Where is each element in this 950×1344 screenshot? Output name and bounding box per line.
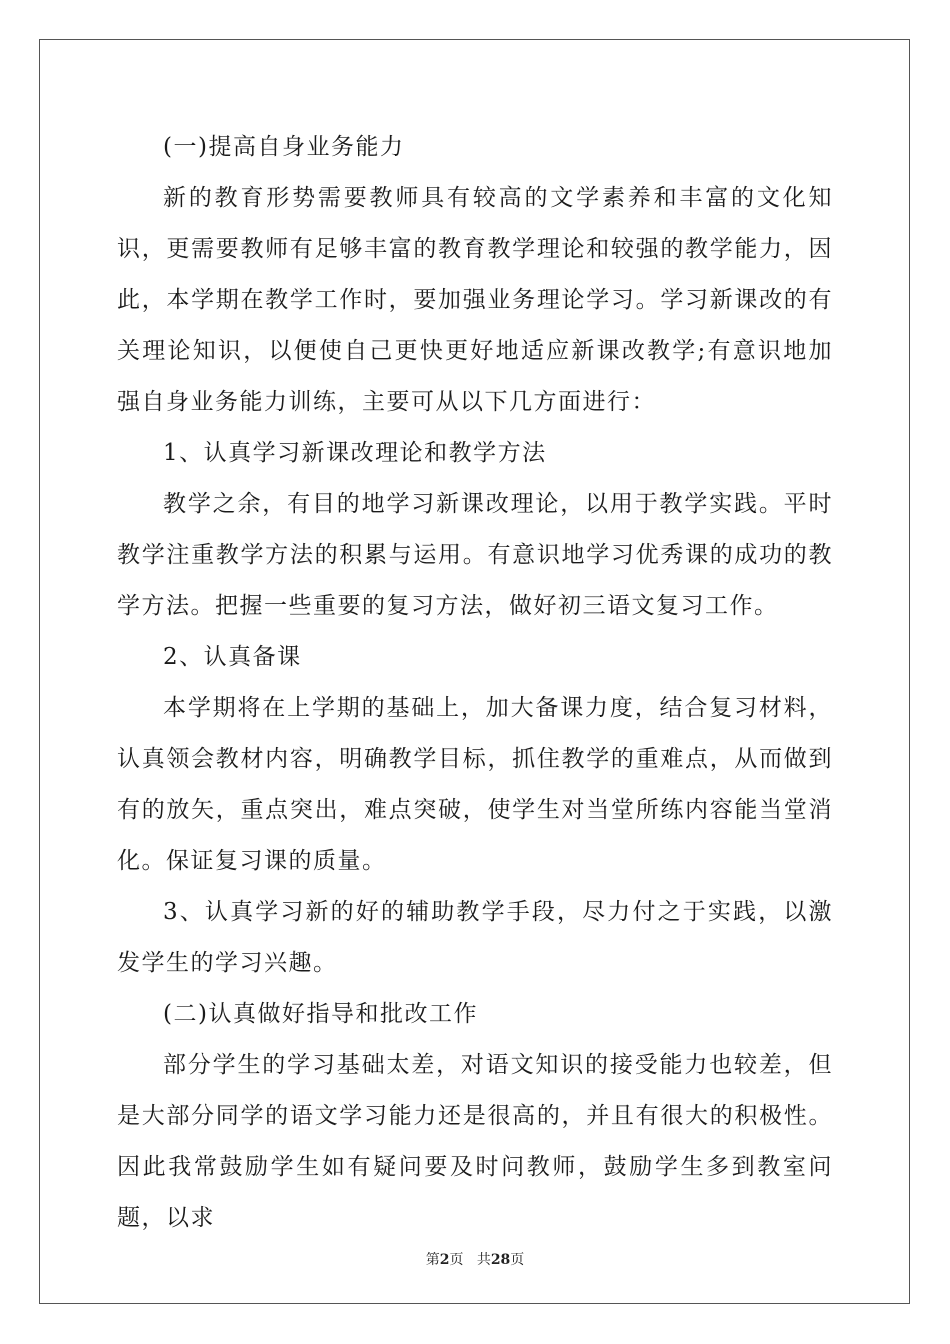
page-footer (0, 1249, 950, 1269)
paragraph-5: 部分学生的学习基础太差，对语文知识的接受能力也较差，但是大部分同学的语文学习能力还是很高的，并且有很大的积极性。因此我常鼓励学生如有疑问要及时问教师，鼓励学生多到教室问题，以求 (117, 1052, 833, 1231)
document-body (117, 122, 833, 1244)
footer-page-unit: 页 (449, 1252, 464, 1268)
paragraph-3: 本学期将在上学期的基础上，加大备课力度，结合复习材料，认真领会教材内容，明确教学目标，抓住教学的重难点，从而做到有的放矢，重点突出，难点突破，使学生对当堂所练内容能当堂消化。保证复习课的质量。 (117, 695, 833, 874)
footer-total-prefix: 共 (476, 1252, 491, 1268)
paragraph-1: 新的教育形势需要教师具有较高的文学素养和丰富的文化知识，更需要教师有足够丰富的教育教学理论和较强的教学能力，因此，本学期在教学工作时，要加强业务理论学习。学习新课改的有关理论知识，以便使自己更快更好地适应新课改教学;有意识地加强自身业务能力训练，主要可从以下几方面进行： (117, 185, 833, 415)
paragraph-2: 教学之余，有目的地学习新课改理论，以用于教学实践。平时教学注重教学方法的积累与运用。有意识地学习优秀课的成功的教学方法。把握一些重要的复习方法，做好初三语文复习工作。 (117, 491, 833, 619)
paragraph-4: 3、认真学习新的好的辅助教学手段，尽力付之于实践，以激发学生的学习兴趣。 (117, 899, 833, 976)
section-heading-1: (一)提高自身业务能力 (163, 134, 405, 160)
section-heading-2: (二)认真做好指导和批改工作 (163, 1001, 478, 1027)
subheading-1: 1、认真学习新课改理论和教学方法 (163, 440, 547, 466)
footer-page-number: 2 (439, 1252, 450, 1268)
footer-total-unit: 页 (510, 1252, 525, 1268)
footer-prefix: 第 (425, 1252, 440, 1268)
subheading-2: 2、认真备课 (163, 644, 302, 670)
footer-total-pages: 28 (490, 1252, 511, 1268)
